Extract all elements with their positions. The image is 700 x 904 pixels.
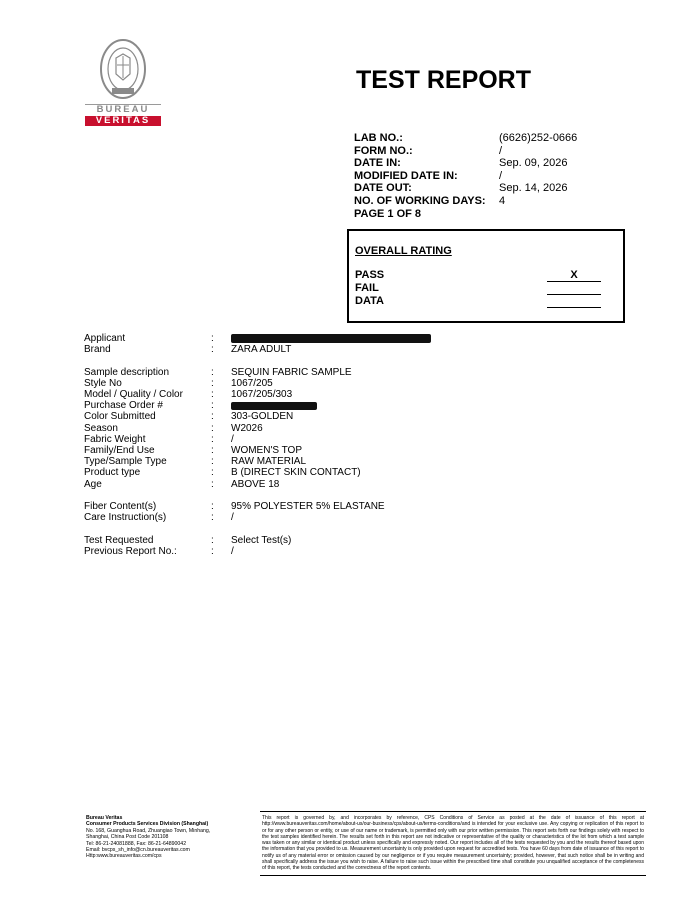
detail-separator: :: [211, 377, 214, 389]
logo-bureau-text: BUREAU: [85, 104, 161, 115]
lab-info-row: [354, 182, 609, 195]
detail-row-age: [84, 479, 504, 490]
detail-row-style-no: [84, 378, 504, 389]
detail-label: Fabric Weight: [84, 433, 146, 445]
rating-mark: [547, 282, 601, 295]
lab-info-row: [354, 170, 609, 183]
detail-separator: :: [211, 422, 214, 434]
rating-row-pass: [355, 269, 605, 282]
bureau-veritas-logo: [85, 38, 161, 130]
detail-separator: :: [211, 333, 214, 344]
footer-address-line: No. 168, Guanghua Road, Zhuangiao Town, Minhang,: [86, 827, 211, 834]
rating-mark: X: [547, 269, 601, 282]
detail-row-sample-type: [84, 456, 504, 467]
detail-row-end-use: [84, 445, 504, 456]
detail-value: [231, 400, 317, 411]
footer-email: Email: bvcps_sh_info@cn.bureauveritas.com: [86, 847, 190, 854]
lab-info-row: [354, 195, 609, 208]
detail-separator: :: [211, 389, 214, 400]
footer-disclaimer: This report is governed by, and incorporates by reference, CPS Conditions of Service as posted at the date of issuance of this report at http://www.bureauveritas.com/home/about-us/our-business/cps/about-us/terms-conditions/and is intended for your exclusive use. Any copying or replication of this report to or for any other person or entity, or use of our name or trademark, is permitted only with our prior written permission. This report sets forth our findings solely with respect to the test samples identified herein. The results set forth in this report are not indicative or representative of the quality or characteristics of the lot from which a test sample was taken or any similar or identical product unless specifically and expressly noted. Our report includes all of the tests requested by you and the results thereof based upon the information that you provided to us. Measurement uncertainty is only provided upon request for accredited tests. You have 60 days from date of issuance of this report to notify us of any material error or omission caused by our negligence or if you require measurement uncertainty; provided, however, that such notice shall be in writing and shall specifically address the issue you wish to raise. A failure to raise such issue within the prescribed time shall constitute you unqualified acceptance of the completeness of this report, the tests conducted and the correctness of the report contents.: [260, 811, 646, 876]
rating-label: DATA: [355, 295, 384, 307]
detail-separator: :: [211, 433, 214, 445]
detail-label: Test Requested: [84, 534, 154, 546]
lab-info-value: /: [499, 169, 503, 182]
detail-label: Applicant: [84, 333, 126, 344]
detail-row-test-requested: [84, 535, 504, 546]
detail-row-previous-report: [84, 546, 504, 557]
detail-row-applicant: [84, 333, 504, 344]
footer-tel: Tel: 86-21-24081888, Fax: 86-21-64890042: [86, 840, 187, 847]
lab-info-row: [354, 145, 609, 158]
detail-label: Fiber Content(s): [84, 501, 157, 512]
detail-separator: :: [211, 344, 214, 356]
footer-web: Http:www.bureauveritas.com/cps: [86, 853, 162, 860]
lab-info-row: [354, 157, 609, 170]
detail-value: W2026: [231, 422, 263, 434]
rating-label: FAIL: [355, 282, 379, 294]
detail-label: Product type: [84, 467, 141, 479]
detail-label: Purchase Order #: [84, 400, 163, 412]
detail-value: [231, 333, 431, 344]
report-title: TEST REPORT: [356, 66, 532, 94]
detail-label: Sample description: [84, 366, 170, 378]
detail-value: 95% POLYESTER 5% ELASTANE: [231, 501, 385, 512]
lab-info-block: [354, 132, 609, 220]
lab-info-value: /: [499, 144, 503, 157]
lab-info-value: Sep. 09, 2026: [499, 157, 568, 170]
rating-row-data: [355, 295, 605, 308]
footer-address-line: Shanghai, China Post Code 201108: [86, 834, 169, 841]
detail-separator: :: [211, 501, 214, 512]
rating-mark: [547, 295, 601, 308]
detail-value: SEQUIN FABRIC SAMPLE: [231, 366, 352, 378]
detail-value: 303-GOLDEN: [231, 411, 294, 423]
lab-info-value: 4: [499, 194, 506, 207]
detail-value: /: [231, 433, 234, 445]
detail-separator: :: [211, 534, 214, 546]
detail-row-sample-description: [84, 367, 504, 378]
detail-row-care-instruction: [84, 512, 504, 523]
detail-value: RAW MATERIAL: [231, 456, 307, 468]
detail-separator: :: [211, 366, 214, 378]
overall-rating-box: [347, 229, 625, 323]
detail-label: Previous Report No.:: [84, 545, 177, 557]
detail-separator: :: [211, 445, 214, 456]
detail-row-model: [84, 389, 504, 400]
detail-separator: :: [211, 456, 214, 468]
detail-separator: :: [211, 478, 214, 490]
footer-division: Consumer Products Services Division (Shanghai): [86, 821, 209, 828]
detail-value: 1067/205/303: [231, 389, 293, 400]
detail-row-color: [84, 411, 504, 422]
rating-row-fail: [355, 282, 605, 295]
lab-info-label: LAB NO.:: [354, 132, 403, 144]
detail-value: /: [231, 545, 234, 557]
lab-info-label: DATE IN:: [354, 157, 401, 170]
detail-label: Care Instruction(s): [84, 512, 167, 524]
detail-label: Color Submitted: [84, 411, 156, 423]
lab-info-value: Sep. 14, 2026: [499, 182, 568, 195]
detail-value: Select Test(s): [231, 534, 292, 546]
redaction-block: [231, 402, 317, 410]
detail-row-brand: [84, 344, 504, 355]
detail-separator: :: [211, 545, 214, 557]
overall-rating-title: OVERALL RATING: [355, 245, 452, 257]
detail-row-fabric-weight: [84, 434, 504, 445]
lab-info-value: [499, 208, 609, 221]
detail-value: 1067/205: [231, 377, 273, 389]
lab-info-label: FORM NO.:: [354, 144, 413, 157]
detail-row-fiber-content: [84, 501, 504, 512]
detail-label: Age: [84, 478, 102, 490]
footer-company: Bureau Veritas: [86, 815, 123, 821]
detail-label: Style No: [84, 377, 122, 389]
lab-info-row: [354, 132, 609, 145]
detail-value: WOMEN'S TOP: [231, 445, 302, 456]
detail-row-purchase-order: [84, 400, 504, 411]
footer-address: [86, 815, 256, 860]
detail-row-product-type: [84, 467, 504, 478]
logo-veritas-text: VERITAS: [85, 116, 161, 126]
lab-info-label: NO. OF WORKING DAYS:: [354, 194, 486, 207]
detail-value: /: [231, 512, 234, 524]
lab-info-label: DATE OUT:: [354, 182, 412, 195]
redaction-block: [231, 334, 431, 343]
detail-label: Model / Quality / Color: [84, 389, 183, 400]
detail-separator: :: [211, 512, 214, 524]
detail-value: ABOVE 18: [231, 478, 280, 490]
detail-label: Family/End Use: [84, 445, 155, 456]
lab-info-value: (6626)252-0666: [499, 132, 578, 144]
detail-label: Season: [84, 422, 118, 434]
page-number: PAGE 1 OF 8: [354, 207, 422, 220]
detail-separator: :: [211, 400, 214, 412]
detail-label: Type/Sample Type: [84, 456, 167, 468]
rating-label: PASS: [355, 269, 385, 281]
detail-label: Brand: [84, 344, 111, 356]
detail-row-season: [84, 423, 504, 434]
detail-separator: :: [211, 411, 214, 423]
detail-separator: :: [211, 467, 214, 479]
detail-value: ZARA ADULT: [231, 344, 292, 356]
lab-info-label: MODIFIED DATE IN:: [354, 169, 458, 182]
bureau-veritas-seal-icon: [99, 38, 147, 100]
lab-info-row: [354, 208, 609, 221]
detail-value: B (DIRECT SKIN CONTACT): [231, 467, 361, 479]
